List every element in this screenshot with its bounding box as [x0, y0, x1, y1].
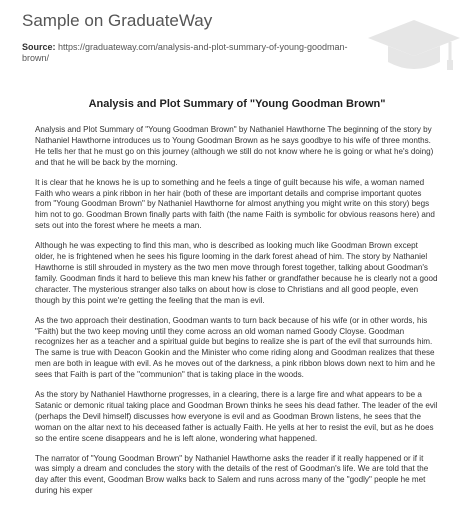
paragraph: Although he was expecting to find this man, who is described as looking much like Goodman Brown except older, he is frightened when he sees his figure looming in the dark forest ahead of him. The story by Nathaniel Hawthorne is still shrouded in mystery as the two men move through forest together, talking about Goodman's family. Goodman finds it hard to believe this man knew his father or grandfather because he is clearly not a good character. The mysterious stranger also talks on about how is close to Christians and all good people, even though by this point we're getting the feeling that the man is evil. [35, 241, 438, 305]
document-title: Analysis and Plot Summary of "Young Goodman Brown" [88, 98, 386, 110]
document-body [35, 125, 439, 506]
paragraph: As the story by Nathaniel Hawthorne progresses, in a clearing, there is a large fire and what appears to be a Satanic or demonic ritual taking place and Goodman Brown thinks he sees his dead father. The leader of the evil (perhaps the Devil himself) discusses how everyone is evil and as Goodman Brown listens, he sees that the woman on the altar next to his deceased father is actually Faith. He yells at her to resist the evil, but as he does so the entire scene disappears and he is left alone, wondering what happened. [35, 390, 438, 443]
source-url[interactable]: https://graduateway.com/analysis-and-plot-summary-of-young-goodman-brown/ [22, 42, 348, 63]
paragraph: As the two approach their destination, Goodman wants to turn back because of his wife (or in other words, his "Faith) but the two keep moving until they come across an old woman named Goody Cloyse. Goodman recognizes her as a teacher and a spiritual guide but begins to realize she is part of the evil that surrounds him. The same is true with Deacon Gookin and the Minister who come riding along and Goodman realizes that these men are both in league with evil. As he moves out of the darkness, a pink ribbon blows down next to him and he sees that Faith is part of the "communion" that is taking place in the woods. [35, 315, 435, 380]
paragraph: It is clear that he knows he is up to something and he feels a tinge of guilt because his wife, a woman named Faith who wears a pink ribbon in her hair (both of these are important details and comprise important quotes from "Young Goodman Brown" by Nathaniel Hawthorne for almost anything you might write on this story) begs him not to go. Goodman Brown finally parts with faith (the name Faith is symbolic for obvious reasons here) and sets out into the forest where he meets a man. [35, 177, 435, 231]
page-header [22, 10, 352, 64]
paragraph: Analysis and Plot Summary of "Young Goodman Brown" by Nathaniel Hawthorne The beginning of the story by Nathaniel Hawthorne introduces us to Young Goodman Brown as he says goodbye to his wife of three months. He tells her that he must go on this journey (although we still do not know where he is going or what he's doing) and that he will be back by the morning. [35, 125, 434, 167]
site-title: Sample on GraduateWay [22, 11, 213, 30]
paragraph: The narrator of "Young Goodman Brown" by Nathaniel Hawthorne asks the reader if it really happened or if it was simply a dream and concludes the story with the details of the rest of Goodman's life. We are told that the day after this event, Goodman Brow walks back to Salem and runs across many of the "godly" people he met during his exper [35, 453, 429, 496]
source-label: Source: [22, 42, 56, 52]
graduation-cap-icon [366, 16, 462, 78]
source-line [22, 42, 352, 64]
